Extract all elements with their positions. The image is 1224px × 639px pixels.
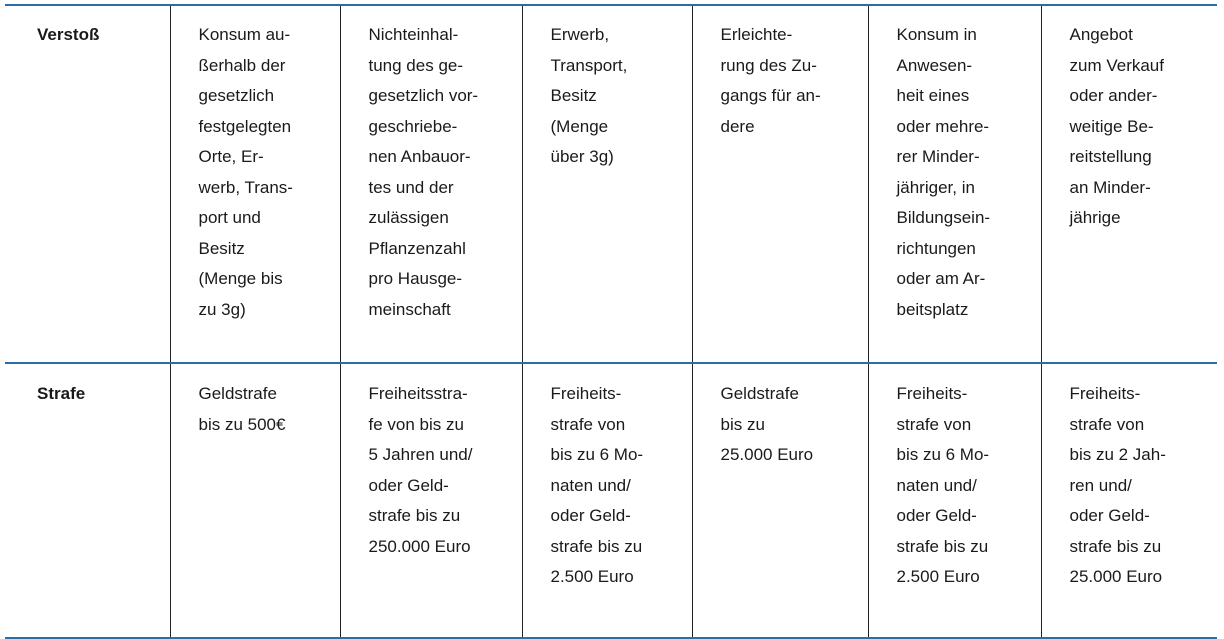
cell-text-line: (Menge bis bbox=[198, 269, 283, 288]
cell-text-line: beitsplatz bbox=[896, 299, 969, 319]
cell-text-line: 2.500 Euro bbox=[896, 567, 980, 586]
cell-text-line: heit eines bbox=[896, 86, 970, 105]
cell-text-line: richtungen bbox=[896, 238, 976, 258]
table-row-violation bbox=[5, 5, 1217, 363]
cell-text-line: über 3g) bbox=[550, 147, 614, 166]
cell-text-line: strafe von bbox=[550, 414, 626, 434]
cell-text-line: pro Hausge- bbox=[368, 269, 463, 288]
cell-text-line: Geldstrafe bbox=[198, 384, 277, 403]
cell-text-line: geschriebe- bbox=[368, 116, 458, 136]
cell-text-line: strafe bis zu bbox=[550, 536, 643, 556]
cell-text-line: tung des ge- bbox=[368, 55, 464, 75]
cell-text-line: jähriger, in bbox=[896, 177, 975, 197]
cell-text-line: zulässigen bbox=[368, 208, 449, 227]
cell-text-line: Freiheits- bbox=[550, 384, 622, 403]
table-cell bbox=[1041, 363, 1217, 638]
cell-text-line: oder Geld- bbox=[550, 506, 631, 525]
cell-text-line: Erwerb, bbox=[550, 25, 610, 44]
cell-text-line: Freiheitsstra- bbox=[368, 384, 468, 403]
cell-text-line: ren und/ bbox=[1069, 475, 1132, 495]
cell-text-line: festgelegten bbox=[198, 116, 292, 136]
cell-text-line: gangs für an- bbox=[720, 86, 821, 105]
cell-text-line: strafe bis zu bbox=[368, 506, 461, 525]
cell-text-line: an Minder- bbox=[1069, 177, 1151, 197]
table-cell bbox=[692, 5, 868, 363]
cell-text-line: meinschaft bbox=[368, 299, 451, 319]
cell-text-line: bis zu 6 Mo- bbox=[550, 445, 644, 464]
row-header-violation: Verstoß bbox=[5, 5, 170, 363]
table-cell bbox=[170, 363, 340, 638]
cell-text-line: ßerhalb der bbox=[198, 55, 286, 75]
cell-text-line: Konsum au- bbox=[198, 25, 291, 44]
cell-text-line: (Menge bbox=[550, 116, 609, 136]
table-cell bbox=[1041, 5, 1217, 363]
cell-text-line: strafe von bbox=[1069, 414, 1145, 434]
table-cell bbox=[170, 5, 340, 363]
cell-text-line: Pflanzenzahl bbox=[368, 238, 466, 258]
cell-text-line: Erleichte- bbox=[720, 25, 793, 44]
cell-text-line: Konsum in bbox=[896, 25, 977, 44]
cell-text-line: reitstellung bbox=[1069, 147, 1152, 166]
cell-text-line: 25.000 Euro bbox=[720, 445, 814, 464]
cell-text-line: fe von bis zu bbox=[368, 414, 464, 434]
penalty-table bbox=[5, 4, 1217, 639]
cell-text-line: 25.000 Euro bbox=[1069, 567, 1163, 586]
cell-text-line: weitige Be- bbox=[1069, 116, 1154, 136]
cell-text-line: oder mehre- bbox=[896, 116, 990, 136]
table-cell bbox=[340, 363, 522, 638]
cell-text-line: Freiheits- bbox=[1069, 384, 1141, 403]
cell-text-line: naten und/ bbox=[896, 475, 977, 495]
cell-text-line: Freiheits- bbox=[896, 384, 968, 403]
cell-text-line: zu 3g) bbox=[198, 299, 246, 319]
cell-text-line: rer Minder- bbox=[896, 147, 980, 166]
cell-text-line: zum Verkauf bbox=[1069, 55, 1164, 75]
cell-text-line: 250.000 Euro bbox=[368, 536, 471, 556]
cell-text-line: oder Geld- bbox=[1069, 506, 1150, 525]
cell-text-line: werb, Trans- bbox=[198, 177, 293, 197]
cell-text-line: Orte, Er- bbox=[198, 147, 264, 166]
cell-text-line: gesetzlich bbox=[198, 86, 275, 105]
table-cell bbox=[868, 363, 1041, 638]
table-body bbox=[5, 5, 1217, 638]
cell-text-line: Transport, bbox=[550, 55, 628, 75]
table-cell bbox=[868, 5, 1041, 363]
cell-text-line: naten und/ bbox=[550, 475, 631, 495]
cell-text-line: Bildungsein- bbox=[896, 208, 991, 227]
cell-text-line: strafe von bbox=[896, 414, 972, 434]
cell-text-line: jährige bbox=[1069, 208, 1121, 227]
cell-text-line: Anwesen- bbox=[896, 55, 973, 75]
cell-text-line: Besitz bbox=[550, 86, 597, 105]
row-header-penalty: Strafe bbox=[5, 363, 170, 638]
cell-text-line: strafe bis zu bbox=[1069, 536, 1162, 556]
cell-text-line: Angebot bbox=[1069, 25, 1133, 44]
cell-text-line: port und bbox=[198, 208, 261, 227]
cell-text-line: bis zu bbox=[720, 414, 765, 434]
cell-text-line: bis zu 6 Mo- bbox=[896, 445, 990, 464]
cell-text-line: oder ander- bbox=[1069, 86, 1158, 105]
cell-text-line: Nichteinhal- bbox=[368, 25, 459, 44]
cell-text-line: Geldstrafe bbox=[720, 384, 799, 403]
table-cell bbox=[522, 5, 692, 363]
cell-text-line: gesetzlich vor- bbox=[368, 86, 479, 105]
cell-text-line: 2.500 Euro bbox=[550, 567, 634, 586]
table-cell bbox=[522, 363, 692, 638]
cell-text-line: oder am Ar- bbox=[896, 269, 986, 288]
cell-text-line: dere bbox=[720, 116, 755, 136]
cell-text-line: bis zu 2 Jah- bbox=[1069, 445, 1166, 464]
table-cell bbox=[692, 363, 868, 638]
cell-text-line: tes und der bbox=[368, 177, 454, 197]
table-cell bbox=[340, 5, 522, 363]
cell-text-line: oder Geld- bbox=[896, 506, 977, 525]
table-row-penalty bbox=[5, 363, 1217, 638]
penalty-table-container bbox=[5, 4, 1217, 628]
cell-text-line: bis zu 500€ bbox=[198, 414, 286, 434]
cell-text-line: Besitz bbox=[198, 238, 245, 258]
cell-text-line: nen Anbauor- bbox=[368, 147, 471, 166]
cell-text-line: rung des Zu- bbox=[720, 55, 817, 75]
cell-text-line: 5 Jahren und/ bbox=[368, 445, 473, 464]
cell-text-line: strafe bis zu bbox=[896, 536, 989, 556]
cell-text-line: oder Geld- bbox=[368, 475, 449, 495]
